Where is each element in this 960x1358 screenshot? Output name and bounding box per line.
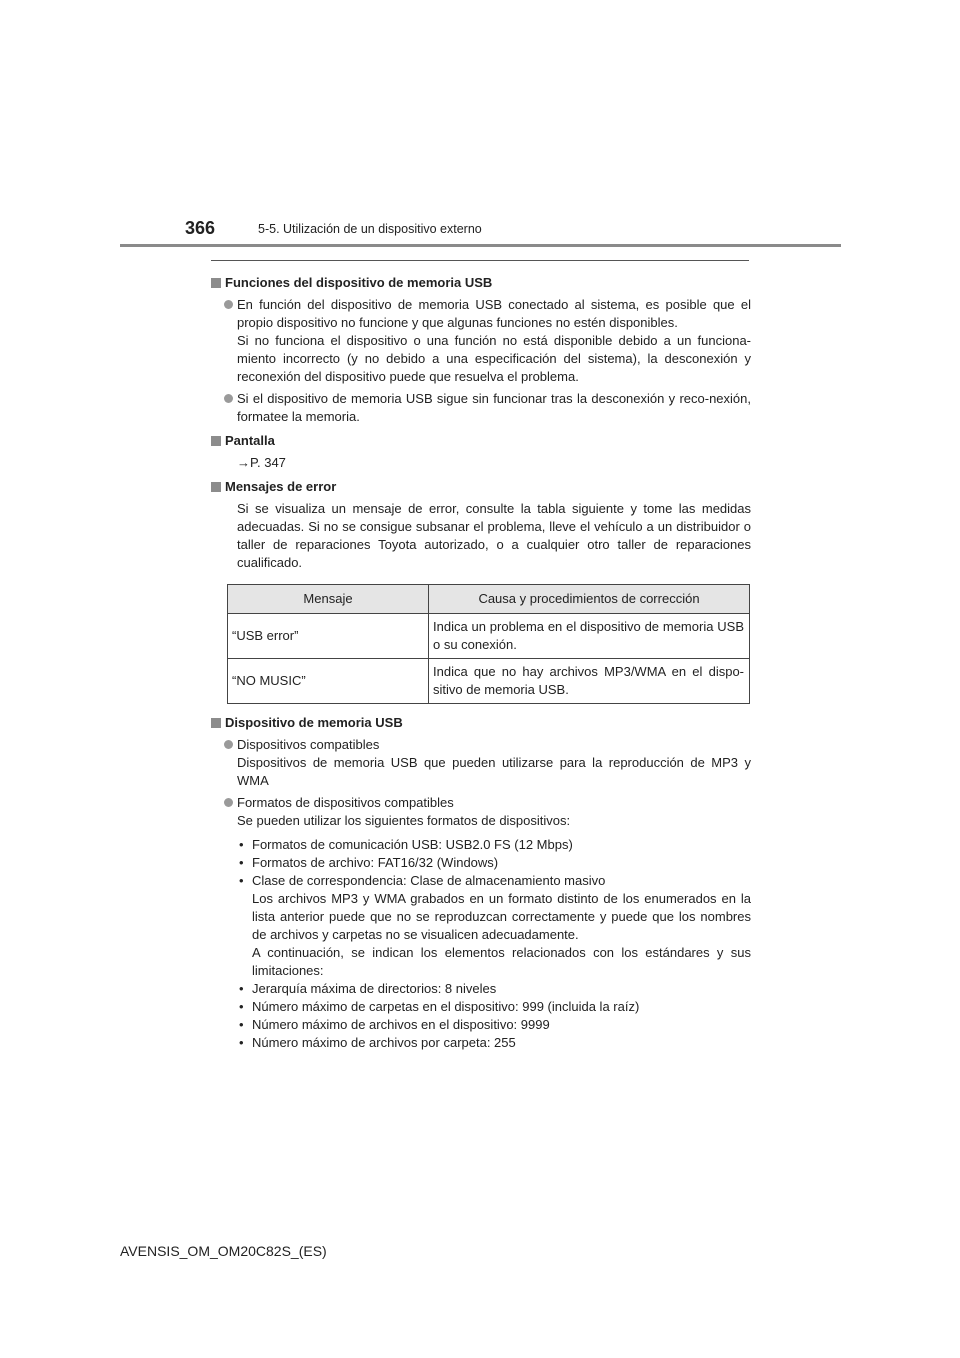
page-number: 366 bbox=[185, 218, 216, 238]
list-item bbox=[237, 1016, 751, 1034]
column-header-message: Mensaje bbox=[228, 585, 429, 614]
bullet-compatible-formats bbox=[211, 794, 751, 830]
bullet-compatible-devices bbox=[211, 736, 751, 790]
column-header-cause: Causa y procedimientos de corrección bbox=[429, 585, 750, 614]
bullet-text: Se pueden utilizar los siguientes formatos de dispositivos: bbox=[237, 813, 571, 828]
list-item-text: Número máximo de archivos en el dispositivo: 9999 bbox=[252, 1017, 550, 1032]
table-row bbox=[228, 659, 750, 704]
list-item-text: Jerarquía máxima de directorios: 8 niveles bbox=[252, 981, 497, 996]
list-item bbox=[237, 998, 751, 1016]
section-title: 5-5. Utilización de un dispositivo externo bbox=[258, 222, 482, 236]
bullet-usb-functions-2 bbox=[211, 390, 751, 426]
list-item-text: Número máximo de carpetas en el dispositivo: 999 (incluida la raíz) bbox=[252, 999, 640, 1014]
page-reference-link[interactable]: →P. 347 bbox=[237, 455, 286, 470]
heading-error-messages: Mensajes de error bbox=[211, 478, 751, 496]
list-item bbox=[237, 1034, 751, 1052]
bullet-label: Formatos de dispositivos compatibles bbox=[237, 795, 454, 810]
document-code: AVENSIS_OM_OM20C82S_(ES) bbox=[120, 1243, 327, 1259]
table-header-row bbox=[228, 585, 750, 614]
cell-cause: Indica que no hay archivos MP3/WMA en el dispo-sitivo de memoria USB. bbox=[429, 659, 750, 704]
list-item-text: Formatos de comunicación USB: USB2.0 FS (12 Mbps) bbox=[252, 837, 573, 852]
error-intro-text: Si se visualiza un mensaje de error, consulte la tabla siguiente y tome las medidas adecuadas. Si no se consigue subsanar el problema, lleve el vehículo a un distribuidor o taller de reparaciones Toyota autorizado, o a cualquier otro taller de reparaciones cualificado. bbox=[237, 501, 751, 570]
heading-usb-functions: Funciones del dispositivo de memoria USB bbox=[211, 274, 751, 292]
cell-message: “NO MUSIC” bbox=[228, 659, 429, 704]
list-item-note: A continuación, se indican los elementos relacionados con los estándares y sus limitaciones: bbox=[252, 945, 751, 978]
bullet-text: En función del dispositivo de memoria USB conectado al sistema, es posible que el propio dispositivo no funcione y que algunas funciones no estén disponibles. bbox=[237, 297, 751, 330]
list-item bbox=[237, 872, 751, 980]
header-rule bbox=[120, 244, 841, 247]
heading-usb-device: Dispositivo de memoria USB bbox=[211, 714, 751, 732]
error-table bbox=[227, 584, 750, 704]
content-rule bbox=[211, 260, 749, 261]
cell-cause: Indica un problema en el dispositivo de memoria USB o su conexión. bbox=[429, 614, 750, 659]
bullet-usb-functions-1 bbox=[211, 296, 751, 386]
list-item-text: Número máximo de archivos por carpeta: 255 bbox=[252, 1035, 516, 1050]
bullet-label: Dispositivos compatibles bbox=[237, 737, 380, 752]
table-row bbox=[228, 614, 750, 659]
list-item bbox=[237, 836, 751, 854]
page-content bbox=[211, 268, 751, 1052]
cell-message: “USB error” bbox=[228, 614, 429, 659]
bullet-text: Dispositivos de memoria USB que pueden utilizarse para la reproducción de MP3 y WMA bbox=[237, 755, 751, 788]
list-item-text: Formatos de archivo: FAT16/32 (Windows) bbox=[252, 855, 499, 870]
list-item-text: • Clase de correspondencia: Clase de almacenamiento masivo bbox=[252, 873, 606, 888]
bullet-text: Si no funciona el dispositivo o una función no está disponible debido a un funciona-miento incorrecto (y no debido a una especificación del sistema), la desconexión y reconexión del dispositivo puede que resuelva el problema. bbox=[237, 333, 751, 384]
format-list bbox=[237, 836, 751, 1052]
list-item bbox=[237, 854, 751, 872]
bullet-text: Si el dispositivo de memoria USB sigue sin funcionar tras la desconexión y reco-nexión, formatee la memoria. bbox=[237, 391, 751, 424]
list-item bbox=[237, 980, 751, 998]
heading-display: Pantalla bbox=[211, 432, 751, 450]
list-item-note: Los archivos MP3 y WMA grabados en un formato distinto de los enumerados en la lista anterior puede que no se reproduzcan correctamente y puede que los nombres de archivos y carpetas no se visualicen adecuadamente. bbox=[252, 891, 751, 942]
